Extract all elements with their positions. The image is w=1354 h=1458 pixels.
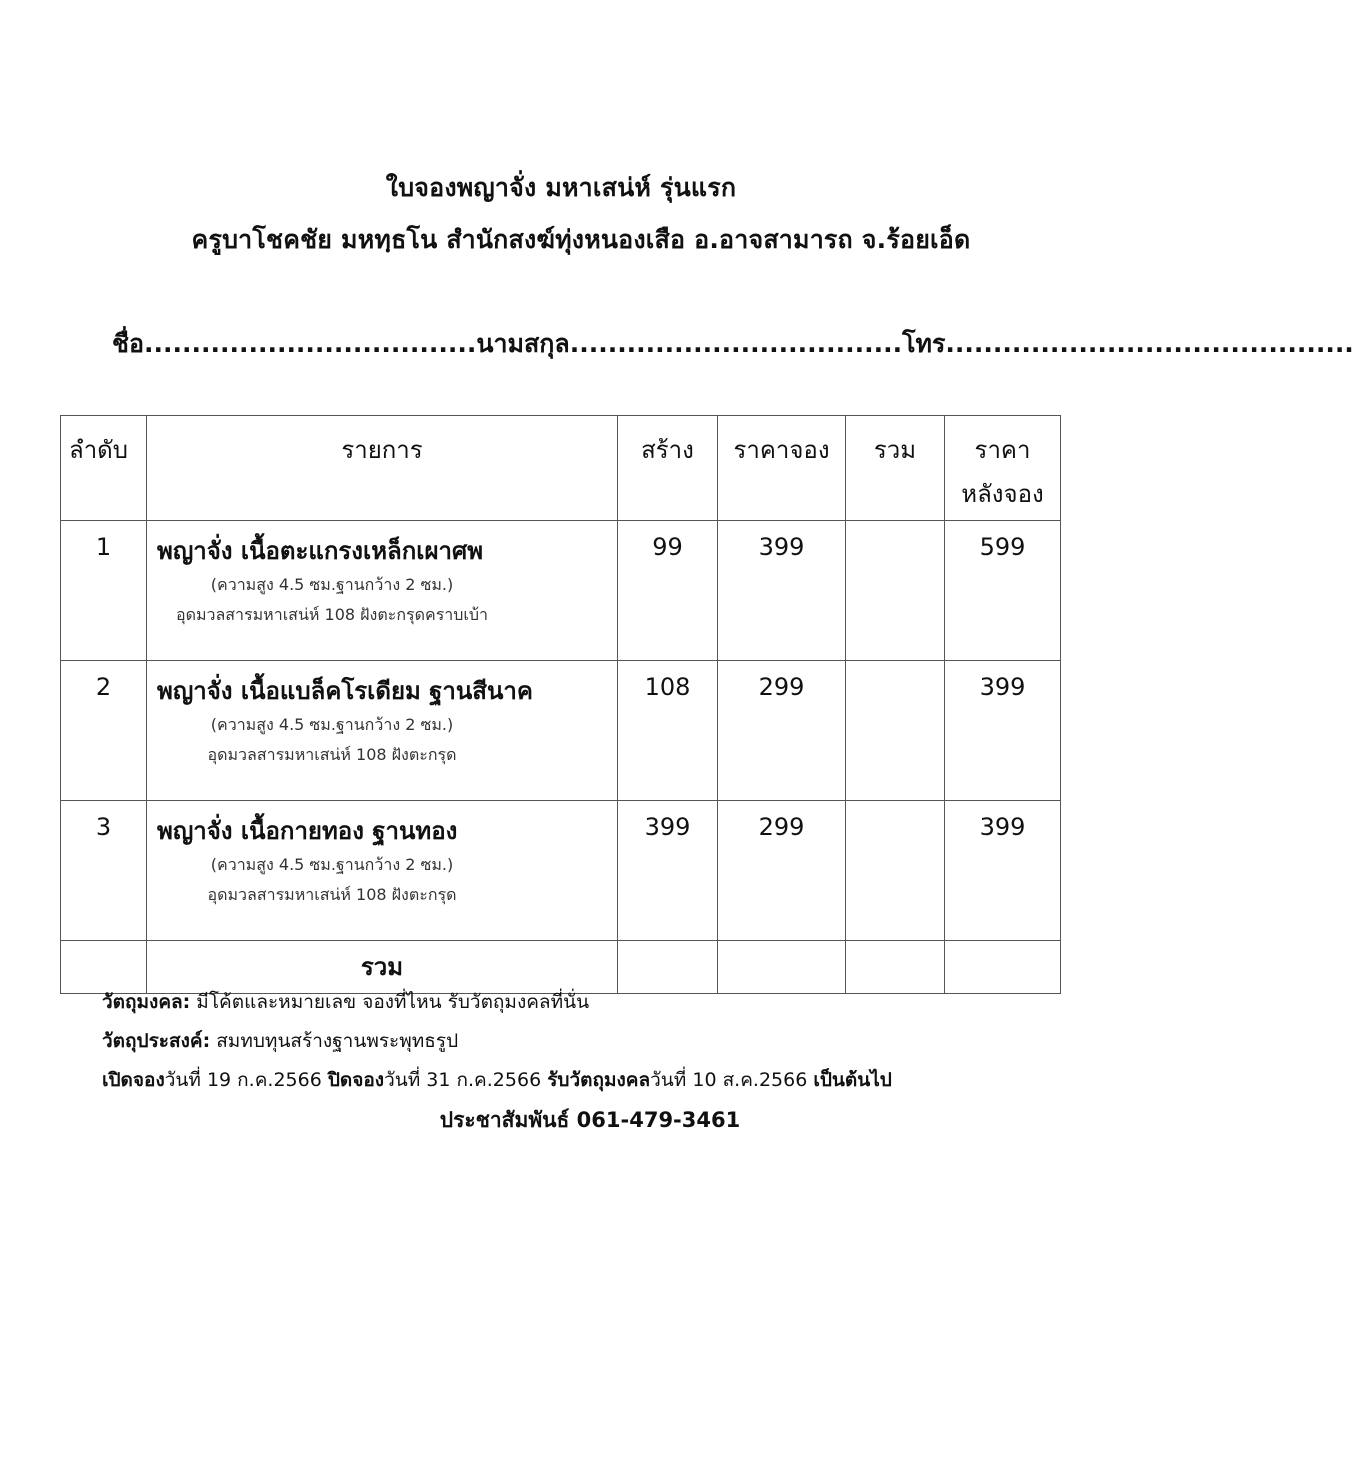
item-name: พญาจั่ง เนื้อตะแกรงเหล็กเผาศพ bbox=[157, 537, 484, 565]
row-after-price: 399 bbox=[945, 661, 1061, 801]
note-close-text: วันที่ 31 ก.ค.2566 bbox=[384, 1069, 548, 1091]
row-item bbox=[147, 661, 618, 801]
note-onward-label: เป็นต้นไป bbox=[813, 1069, 892, 1091]
item-detail-size: (ความสูง 4.5 ซม.ฐานกว้าง 2 ซม.) bbox=[210, 855, 454, 874]
order-table bbox=[60, 415, 1061, 994]
total-empty-after bbox=[945, 941, 1061, 994]
note-receive-text: วันที่ 10 ส.ค.2566 bbox=[650, 1069, 814, 1091]
notes-section bbox=[102, 983, 892, 1100]
item-name: พญาจั่ง เนื้อแบล็คโรเดียม ฐานสีนาค bbox=[157, 677, 533, 705]
row-total bbox=[846, 521, 945, 661]
header-after-price bbox=[945, 416, 1061, 521]
note-amulet-label: วัตถุมงคล: bbox=[102, 991, 191, 1013]
note-purpose bbox=[102, 1022, 892, 1061]
table-header-row bbox=[61, 416, 1061, 521]
contact-form-line: ชื่อ...................................นามสกุล...................................โทร........................................... bbox=[112, 329, 1354, 358]
row-item bbox=[147, 521, 618, 661]
item-detail-content: อุดมวลสารมหาเสน่ห์ 108 ฝังตะกรุดคราบเบ้า bbox=[175, 605, 489, 624]
header-total: รวม bbox=[846, 416, 945, 521]
header-after-price-line2: หลังจอง bbox=[961, 480, 1044, 508]
note-open-text: วันที่ 19 ก.ค.2566 bbox=[164, 1069, 328, 1091]
row-after-price: 399 bbox=[945, 801, 1061, 941]
row-preorder-price: 299 bbox=[718, 801, 846, 941]
note-purpose-label: วัตถุประสงค์: bbox=[102, 1030, 211, 1052]
note-amulet bbox=[102, 983, 892, 1022]
row-preorder-price: 299 bbox=[718, 661, 846, 801]
row-seq: 3 bbox=[61, 801, 147, 941]
header-item: รายการ bbox=[147, 416, 618, 521]
item-detail-content: อุดมวลสารมหาเสน่ห์ 108 ฝังตะกรุด bbox=[207, 745, 457, 764]
contact-phone: ประชาสัมพันธ์ 061-479-3461 bbox=[439, 1108, 741, 1132]
header-seq: ลำดับ bbox=[61, 416, 147, 521]
note-open-label: เปิดจอง bbox=[102, 1069, 165, 1091]
table-row bbox=[61, 801, 1061, 941]
row-seq: 2 bbox=[61, 661, 147, 801]
note-receive-label: รับวัตถุมงคล bbox=[547, 1069, 651, 1091]
note-close-label: ปิดจอง bbox=[327, 1069, 385, 1091]
header-preorder-price: ราคาจอง bbox=[718, 416, 846, 521]
row-total bbox=[846, 661, 945, 801]
row-item bbox=[147, 801, 618, 941]
row-total bbox=[846, 801, 945, 941]
note-schedule bbox=[102, 1061, 892, 1100]
row-build: 399 bbox=[618, 801, 718, 941]
row-build: 108 bbox=[618, 661, 718, 801]
total-label: รวม bbox=[147, 941, 618, 994]
row-preorder-price: 399 bbox=[718, 521, 846, 661]
item-name: พญาจั่ง เนื้อกายทอง ฐานทอง bbox=[157, 817, 458, 845]
table-row bbox=[61, 661, 1061, 801]
note-purpose-text: สมทบทุนสร้างฐานพระพุทธรูป bbox=[210, 1030, 459, 1052]
header-build: สร้าง bbox=[618, 416, 718, 521]
row-after-price: 599 bbox=[945, 521, 1061, 661]
item-detail-size: (ความสูง 4.5 ซม.ฐานกว้าง 2 ซม.) bbox=[210, 715, 454, 734]
item-detail-content: อุดมวลสารมหาเสน่ห์ 108 ฝังตะกรุด bbox=[207, 885, 457, 904]
row-build: 99 bbox=[618, 521, 718, 661]
note-amulet-text: มีโค้ตและหมายเลข จองที่ไหน รับวัตถุมงคลที่นั่น bbox=[190, 991, 590, 1013]
item-detail-size: (ความสูง 4.5 ซม.ฐานกว้าง 2 ซม.) bbox=[210, 575, 454, 594]
row-seq: 1 bbox=[61, 521, 147, 661]
document-subtitle: ครูบาโชคชัย มหทฺธโน สำนักสงฆ์ทุ่งหนองเสือ อ.อาจสามารถ จ.ร้อยเอ็ด bbox=[191, 225, 971, 254]
table-row bbox=[61, 521, 1061, 661]
header-after-price-line1: ราคา bbox=[974, 436, 1031, 464]
document-title: ใบจองพญาจั่ง มหาเสน่ห์ รุ่นแรก bbox=[385, 173, 737, 202]
